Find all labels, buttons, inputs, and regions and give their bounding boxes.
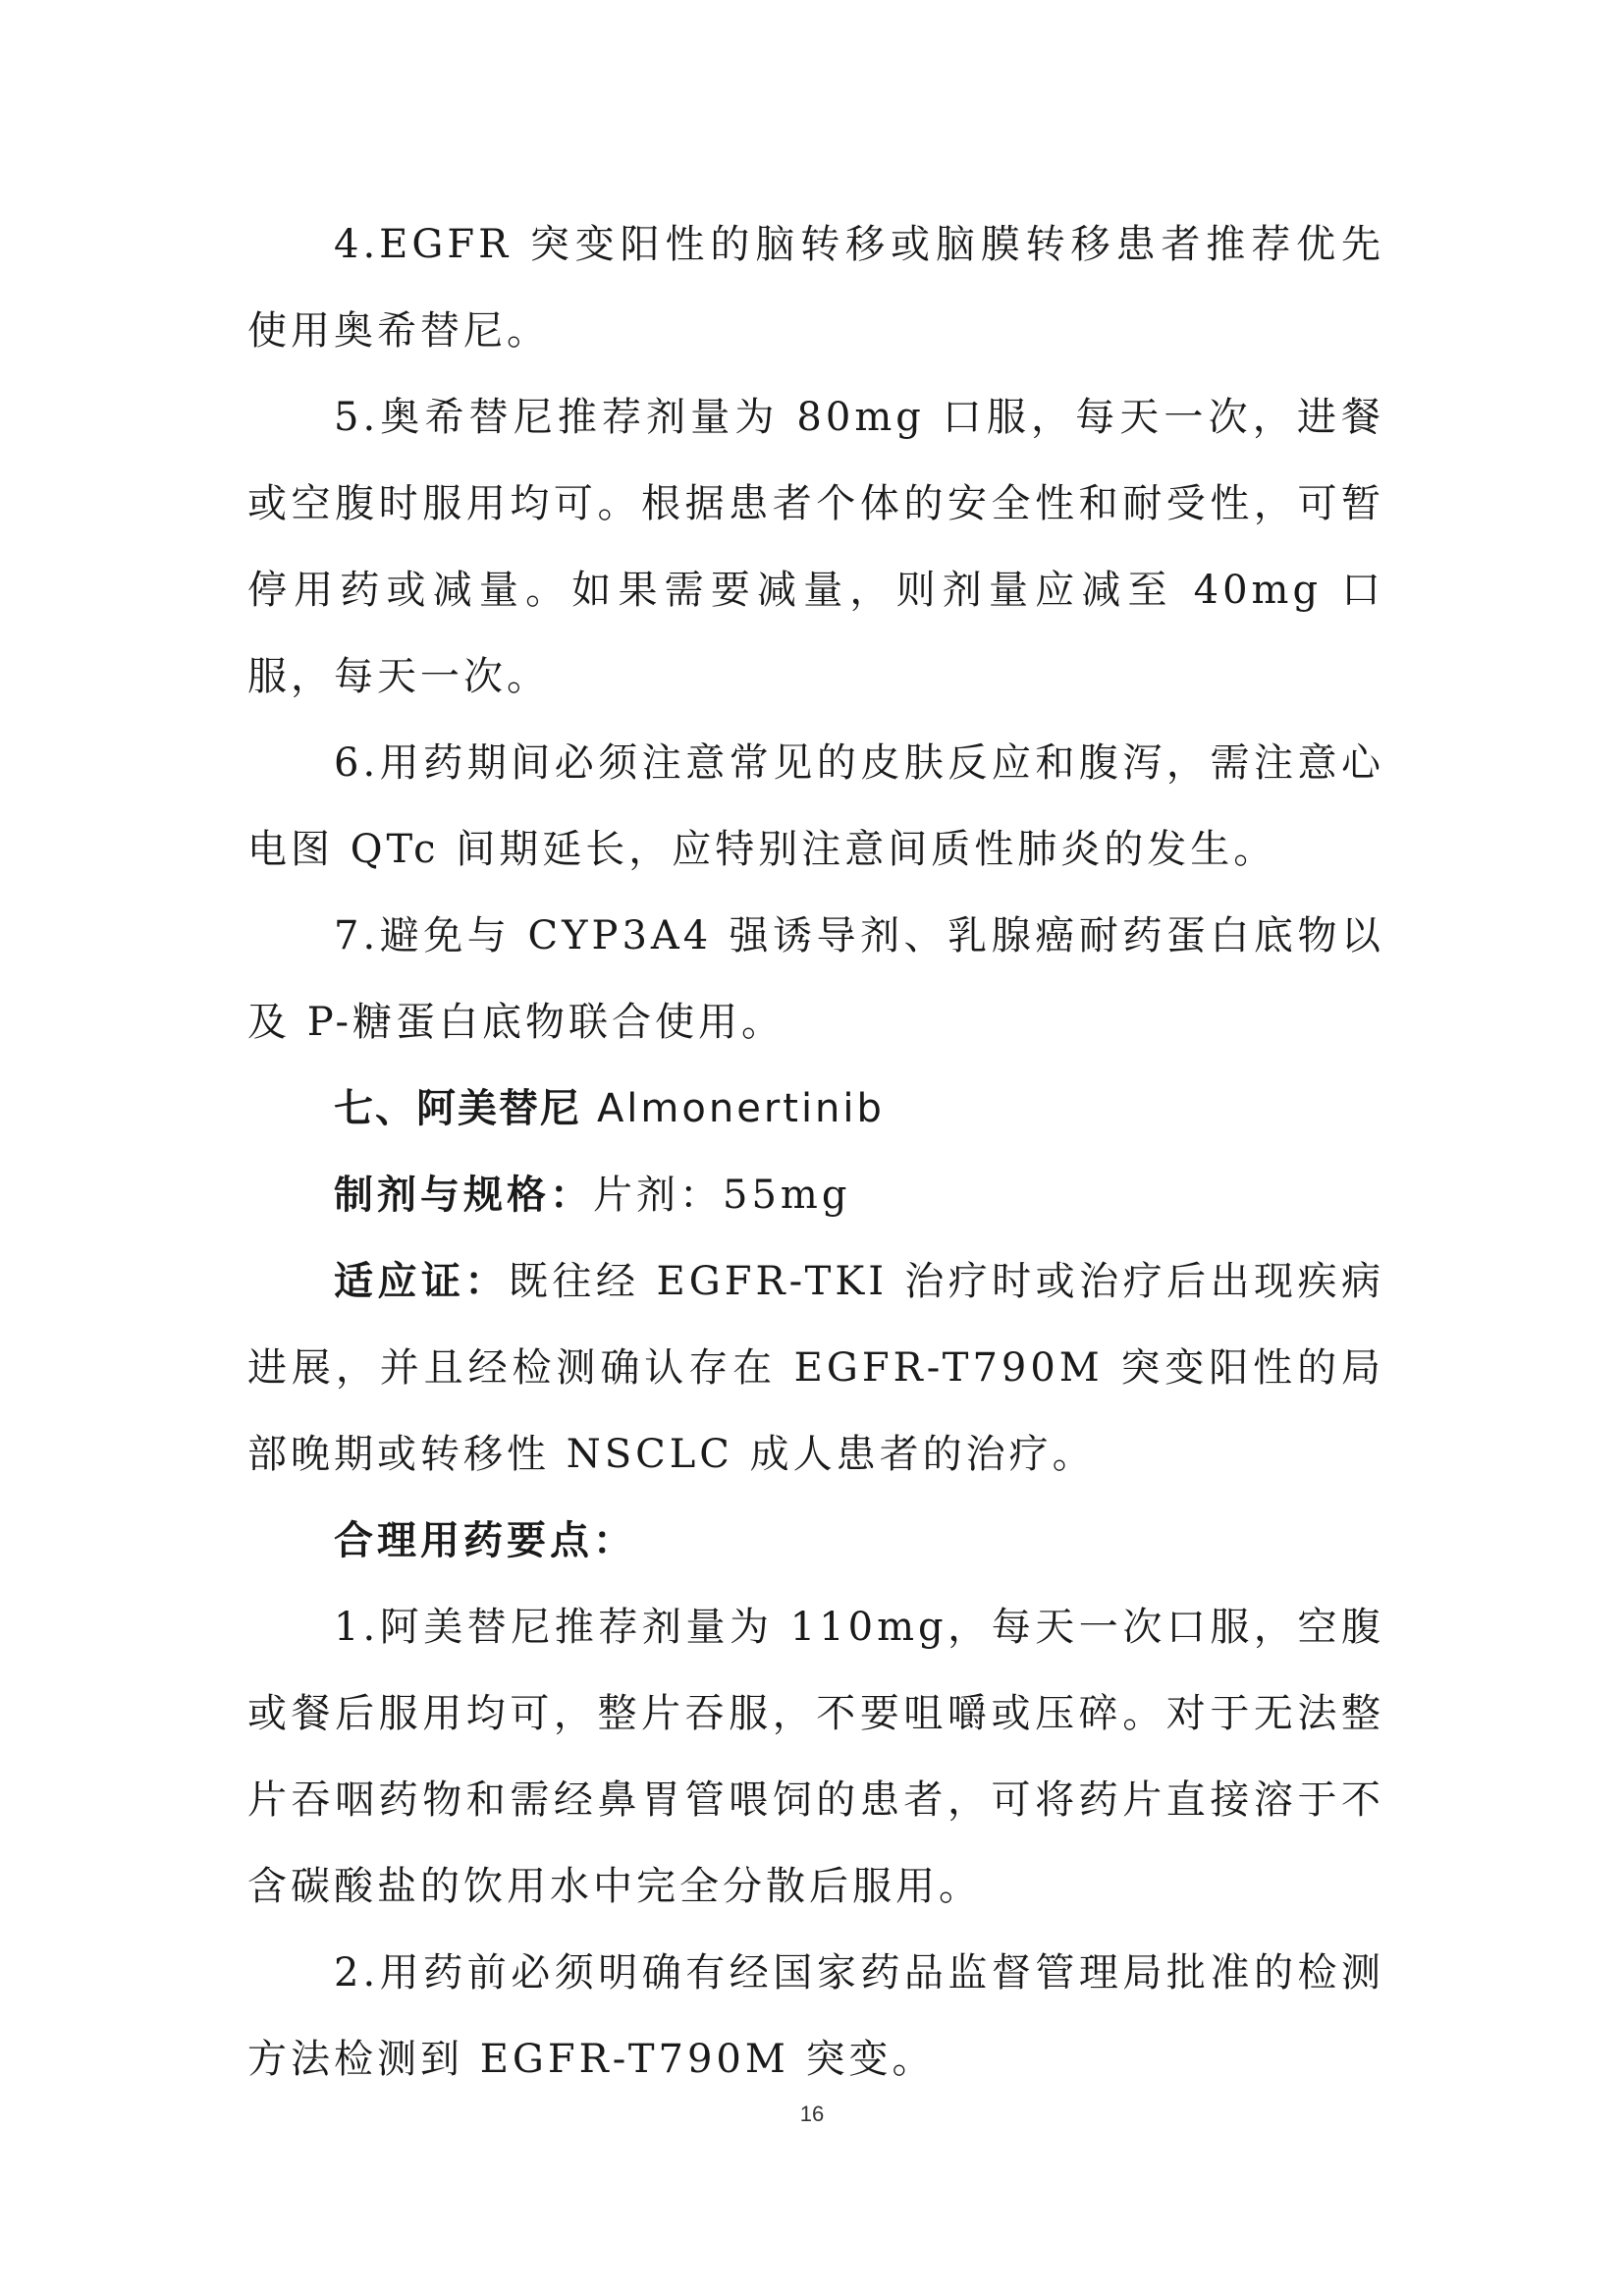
indication-value: 既往经 EGFR-TKI 治疗时或治疗后出现疾病进展，并且经检测确认存在 EGFR-T790M 突变阳性的局部晚期或转移性 NSCLC 成人患者的治疗。 bbox=[247, 1259, 1385, 1477]
paragraph-item-4: 4.EGFR 突变阳性的脑转移或脑膜转移患者推荐优先使用奥希替尼。 bbox=[247, 222, 1384, 354]
formulation-label: 制剂与规格： bbox=[334, 1173, 593, 1218]
key-points-heading: 合理用药要点： bbox=[334, 1518, 636, 1563]
formulation-paragraph bbox=[247, 1152, 1384, 1238]
formulation-value: 片剂：55mg bbox=[593, 1173, 851, 1218]
section-title-cn: 阿美替尼 bbox=[416, 1086, 581, 1131]
page-number: 16 bbox=[799, 2102, 825, 2126]
document-body bbox=[247, 201, 1384, 2103]
section-heading bbox=[247, 1066, 1384, 1152]
section-number: 七、 bbox=[334, 1086, 416, 1131]
key-point-item: 2.用药前必须明确有经国家药品监督管理局批准的检测方法检测到 EGFR-T790M 突变。 bbox=[247, 1950, 1384, 2082]
paragraph-item-6: 6.用药期间必须注意常见的皮肤反应和腹泻，需注意心电图 QTc 间期延长，应特别注意间质性肺炎的发生。 bbox=[247, 740, 1384, 872]
section-title-en: Almonertinib bbox=[596, 1086, 885, 1131]
paragraph-item-5: 5.奥希替尼推荐剂量为 80mg 口服，每天一次，进餐或空腹时服用均可。根据患者个体的安全性和耐受性，可暂停用药或减量。如果需要减量，则剂量应减至 40mg 口服，每天一次。 bbox=[247, 395, 1384, 699]
key-point-item: 1.阿美替尼推荐剂量为 110mg，每天一次口服，空腹或餐后服用均可，整片吞服，不要咀嚼或压碎。对于无法整片吞咽药物和需经鼻胃管喂饲的患者，可将药片直接溶于不含碳酸盐的饮用水中完全分散后服用。 bbox=[247, 1605, 1384, 1909]
indication-paragraph bbox=[247, 1238, 1384, 1498]
indication-label: 适应证： bbox=[334, 1259, 509, 1304]
paragraph-item-7: 7.避免与 CYP3A4 强诱导剂、乳腺癌耐药蛋白底物以及 P-糖蛋白底物联合使用。 bbox=[247, 913, 1384, 1045]
